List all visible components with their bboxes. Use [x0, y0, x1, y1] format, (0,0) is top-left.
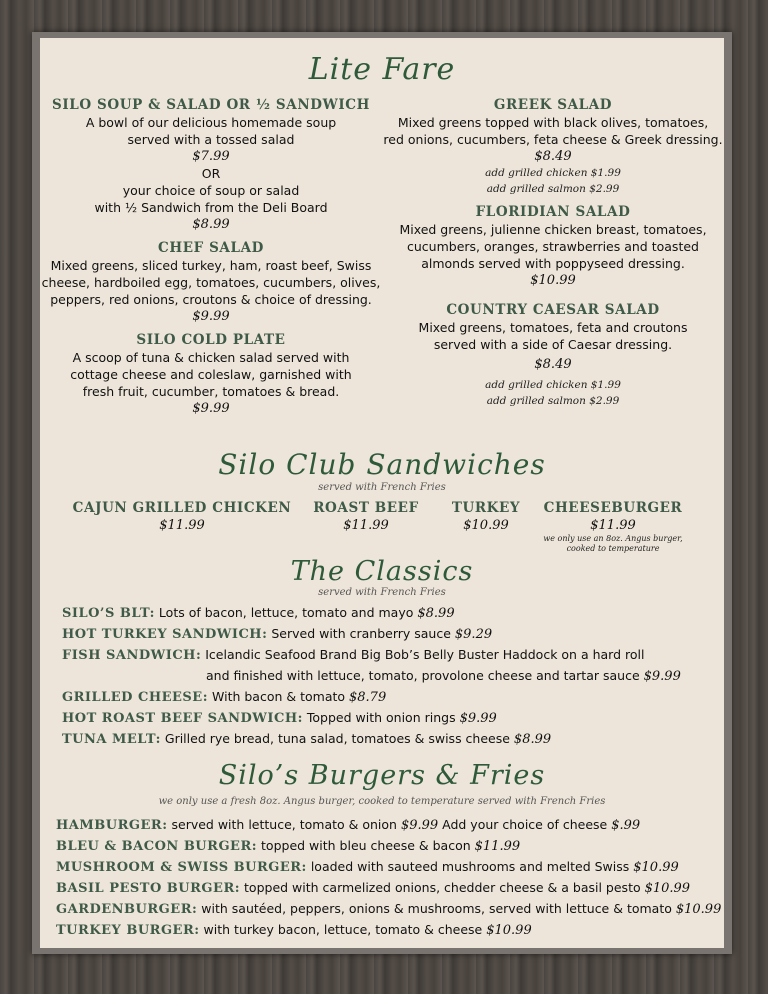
section-subtitle-club: served with French Fries: [318, 482, 446, 493]
section-subtitle-burgers: we only use a fresh 8oz. Angus burger, cooked to temperature served with French Fries: [158, 796, 606, 807]
item-name: CHEESEBURGER: [543, 500, 683, 516]
list-item: [56, 836, 721, 857]
item-extra: Add your choice of cheese: [438, 817, 612, 832]
item-price: $9.99: [643, 669, 681, 684]
club-item: [308, 499, 424, 534]
item-or: OR: [201, 166, 221, 181]
list-item: [62, 687, 681, 708]
list-item: [56, 899, 721, 920]
item-desc: Lots of bacon, lettuce, tomato and mayo: [154, 605, 418, 620]
item-addon: add grilled chicken $1.99: [485, 167, 621, 179]
item-desc: and finished with lettuce, tomato, provolone cheese and tartar sauce: [206, 668, 644, 683]
list-item: [62, 624, 681, 645]
classics-list: [62, 603, 681, 750]
item-price: $10.99: [463, 518, 509, 533]
item-extra-price: $.99: [611, 818, 641, 833]
item-price: $11.99: [159, 518, 205, 533]
item-desc: served with lettuce, tomato & onion: [167, 817, 401, 832]
lite-fare-left-column: [40, 96, 382, 417]
item-note: cooked to temperature: [566, 544, 660, 553]
item-desc: Icelandic Seafood Brand Big Bob’s Belly Buster Haddock on a hard roll: [201, 647, 645, 662]
item-desc: with ½ Sandwich from the Deli Board: [94, 200, 328, 215]
item-note: we only use an 8oz. Angus burger,: [543, 534, 683, 543]
item-price: $9.99: [400, 818, 439, 833]
item-desc: with turkey bacon, lettuce, tomato & cheese: [199, 922, 487, 937]
item-price: $8.99: [192, 217, 230, 232]
menu-page: [40, 38, 724, 948]
item-name: BLEU & BACON BURGER:: [56, 839, 258, 854]
item-desc: Grilled rye bread, tuna salad, tomatoes & swiss cheese: [160, 731, 514, 746]
item-price: $10.99: [486, 923, 532, 938]
club-item: [538, 499, 688, 554]
item-desc: cottage cheese and coleslaw, garnished with: [70, 367, 352, 382]
item-name: CAJUN GRILLED CHICKEN: [72, 500, 292, 516]
item-name: GARDENBURGER:: [56, 902, 198, 917]
list-item: [62, 729, 681, 750]
item-desc: your choice of soup or salad: [122, 183, 300, 198]
item-desc: cucumbers, oranges, strawberries and toasted: [407, 239, 699, 254]
item-price: $8.99: [513, 732, 552, 747]
item-name: TURKEY: [451, 500, 521, 516]
item-desc: served with a tossed salad: [127, 132, 295, 147]
item-name: ROAST BEEF: [313, 500, 419, 516]
item-addon: add grilled salmon $2.99: [486, 183, 620, 195]
list-item: [62, 645, 681, 666]
item-name: HOT ROAST BEEF SANDWICH:: [62, 711, 303, 726]
item-price: $8.79: [349, 690, 387, 705]
item-name: FLORIDIAN SALAD: [475, 204, 631, 220]
item-price: $11.99: [343, 518, 389, 533]
item-name: GREEK SALAD: [493, 97, 613, 113]
item-price: $10.99: [644, 881, 691, 896]
list-item: [56, 878, 721, 899]
item-name: TUNA MELT:: [62, 732, 161, 747]
item-price: $8.99: [417, 606, 455, 621]
item-name: SILO COLD PLATE: [136, 332, 286, 348]
item-price: $8.49: [534, 149, 572, 164]
item-price: $9.29: [454, 627, 493, 642]
item-desc: with sautéed, peppers, onions & mushrooms, served with lettuce & tomato: [197, 901, 676, 916]
section-subtitle-classics: served with French Fries: [318, 587, 446, 598]
item-desc: Mixed greens, tomatoes, feta and croutons: [418, 320, 688, 335]
lite-fare-right-column: [382, 96, 724, 409]
item-name: SILO’S BLT:: [62, 606, 155, 621]
item-name: FISH SANDWICH:: [62, 648, 202, 663]
item-price: $10.99: [633, 860, 679, 875]
club-item: [444, 499, 528, 534]
section-title-club: Silo Club Sandwiches: [218, 448, 546, 481]
list-item: [62, 708, 681, 729]
item-price: $9.99: [192, 309, 230, 324]
list-item-continued: [62, 666, 681, 687]
item-desc: served with a side of Caesar dressing.: [433, 337, 673, 352]
section-title-lite-fare: Lite Fare: [308, 52, 456, 87]
list-item: [56, 920, 721, 941]
club-item: [62, 499, 302, 534]
item-name: TURKEY BURGER:: [56, 923, 200, 938]
item-desc: peppers, red onions, croutons & choice of dressing.: [50, 292, 372, 307]
list-item: [56, 857, 721, 878]
list-item: [62, 603, 681, 624]
item-price: $9.99: [192, 401, 230, 416]
item-addon: add grilled chicken $1.99: [485, 379, 621, 391]
burgers-list: [56, 815, 721, 941]
item-name: CHEF SALAD: [158, 240, 264, 256]
item-desc: Mixed greens, sliced turkey, ham, roast beef, Swiss: [50, 258, 372, 273]
item-desc: topped with carmelized onions, chedder cheese & a basil pesto: [240, 880, 645, 895]
list-item: [56, 815, 721, 836]
item-price: $10.99: [530, 273, 576, 288]
item-desc: Topped with onion rings: [302, 710, 460, 725]
item-desc: red onions, cucumbers, feta cheese & Greek dressing.: [383, 132, 723, 147]
item-name: COUNTRY CAESAR SALAD: [446, 302, 660, 318]
item-price: $11.99: [474, 839, 521, 854]
item-name: HOT TURKEY SANDWICH:: [62, 627, 268, 642]
item-name: BASIL PESTO BURGER:: [56, 881, 241, 896]
item-price: $8.49: [534, 357, 572, 372]
item-desc: Mixed greens topped with black olives, tomatoes,: [397, 115, 709, 130]
item-price: $7.99: [192, 149, 230, 164]
item-desc: almonds served with poppyseed dressing.: [421, 256, 685, 271]
item-name: HAMBURGER:: [56, 818, 168, 833]
item-desc: Mixed greens, julienne chicken breast, tomatoes,: [399, 222, 707, 237]
item-desc: fresh fruit, cucumber, tomatoes & bread.: [82, 384, 340, 399]
item-price: $11.99: [590, 518, 636, 533]
item-desc: topped with bleu cheese & bacon: [257, 838, 475, 853]
item-desc: A bowl of our delicious homemade soup: [85, 115, 337, 130]
item-name: MUSHROOM & SWISS BURGER:: [56, 860, 307, 875]
item-price: $9.99: [459, 711, 497, 726]
item-desc: A scoop of tuna & chicken salad served with: [72, 350, 350, 365]
item-desc: cheese, hardboiled egg, tomatoes, cucumbers, olives,: [41, 275, 381, 290]
item-desc: With bacon & tomato: [208, 689, 349, 704]
section-title-classics: The Classics: [290, 556, 474, 587]
item-desc: Served with cranberry sauce: [267, 626, 455, 641]
item-desc: loaded with sauteed mushrooms and melted Swiss: [306, 859, 634, 874]
item-name: GRILLED CHEESE:: [62, 690, 209, 705]
section-title-burgers: Silo’s Burgers & Fries: [218, 760, 546, 791]
item-addon: add grilled salmon $2.99: [486, 395, 620, 407]
item-price: $10.99: [675, 902, 722, 917]
item-name: SILO SOUP & SALAD OR ½ SANDWICH: [52, 97, 370, 113]
